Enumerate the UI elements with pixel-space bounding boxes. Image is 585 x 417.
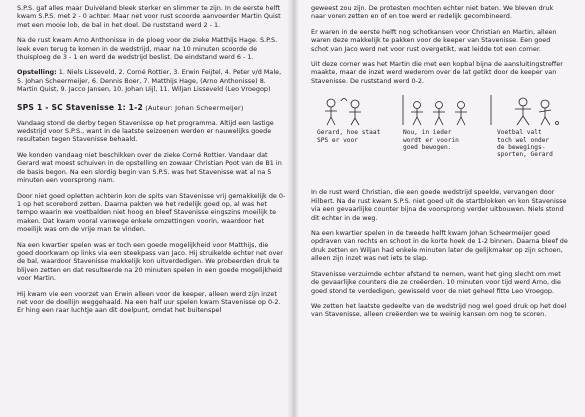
cartoon-caption-2: Nou, in ieder wordt er voorin goed bewogen.: [403, 129, 459, 151]
match-heading-title: SPS 1 - SC Stavenisse 1: 1-2: [17, 102, 144, 112]
cartoon-caption-1: Gerard, hoe staat SPS er voor: [317, 129, 381, 144]
cartoon-gerard-icon: [311, 93, 393, 127]
match-report-paragraph: We konden vandaag niet beschikken over de zieke Corné Rottier. Vandaar dat Gerard wat moest schuiven in de opstelling en zowaar Christian Poot van de B1 in de basis begon. Na een slordig begin van S.P.S. was het Stavenisse wat al na 5 minuten een voorsprong nam.: [17, 150, 282, 185]
match-report-paragraph: In de rust werd Christian, die een goede wedstrijd speelde, vervangen door Hilbert. Na de rust kwam S.P.S. niet goed uit de startblokken en kon Stavenisse via een gevaarlijke counter bijna de voorsprong verder uitbouwen. Niels stond dit echter in de weg.: [311, 188, 567, 222]
match-report-paragraph: Uit deze corner was het Martin die met een kopbal bijna de aansluitingstreffer maakte, maar de inzet werd wederom over de lat getikt door de keeper van Stavenisse. De ruststand werd 0-2.: [311, 60, 563, 85]
match-report-paragraph: S.P.S. gaf alles maar Duiveland bleek sterker en slimmer te zijn. In de eerste helft kwam S.P.S. met 2 - 0 achter. Maar net voor rust scoorde aanvoerder Martin Quist met een mooie lob, de bal in het doel. De ruststand werd 2 - 1.: [17, 4, 281, 29]
left-page: [0, 0, 292, 417]
cartoon-caption-3: Voetbal valt toch wel onder de bewegings- sporten, Gerard: [497, 129, 553, 159]
cartoon-panel-2: [399, 93, 481, 158]
cartoon-panel-1: [311, 93, 393, 158]
match-report-paragraph: Na een kwartier spelen was er toch een goede mogelijkheid voor Matthijs, die goed doorkwam op links via een steekpass van Jaco. Hij struikelde echter net over de bal, waardoor Stavenisse makkelijk kon uitverdedigen. We probeerden druk te blijven zetten en dat resulteerde na 20 minuten spelen in een goede mogelijkheid voor Martin.: [17, 240, 283, 283]
lineup-label: Opstelling:: [17, 68, 57, 77]
cartoon-spacer: [311, 164, 569, 188]
match-heading: [17, 103, 286, 112]
right-page: [292, 0, 585, 417]
match-report-paragraph: Stavenisse verzuimde echter afstand te nemen, want het ging slecht om met de gevaarlijke counters die ze creëerden. 10 minuten voor tijd werd Arno, die goed stond te verdedigen, gewisseld voor de niet geheel fitte Leo Vroegop.: [311, 269, 561, 295]
lineup-paragraph: [17, 68, 286, 93]
cartoon-players-icon: [399, 93, 481, 127]
match-report-paragraph: geweest zou zijn. De protesten mochten echter niet baten. We bleven druk naar voren zetten en of en toe werd er redelijk gecombineerd.: [311, 4, 554, 21]
match-report-paragraph: Door niet goed opletten achterin kon de spits van Stavenisse vrij gemakkelijk de 0-1 op het scorebord zetten. Daarna pakten we het redelijk goed op, al was het tempo waarin we voetbalden niet hoog en bleef Stavenisse eingszins moeilijk te maken. Dat kwam vooral vanwege enkele omzettingen voorin, waardoor het moeilijk was om de vrije man te vinden.: [17, 191, 286, 234]
book-spine: [287, 0, 299, 417]
lineup-text: 1. Niels Lisseveld, 2. Corné Rottier, 3. Erwin Feijtel, 4. Peter v/d Male, 5. Johan Scheermeijer, 6. Dennis Boer, 7. Matthijs Hage, (Arno Anthonisse) 8. Martin Quist, 9. Jacco Jansen, 10. Johan Uijl, 11. Wiljan Lisseveld (Leo Vroegop): [17, 68, 282, 94]
match-report-paragraph: Na de rust kwam Arno Anthonisse in de ploeg voor de zieke Matthijs Hage. S.P.S. leek even terug te komen in de wedstrijd, maar na 10 minuten scoorde de thuisploeg de 3 - 1 en werd de wedstrijd beslist. De eindstand werd 6 - 1.: [17, 36, 278, 62]
cartoon-strip: [311, 93, 569, 158]
match-report-paragraph: Vandaag stond de derby tegen Stavenisse op het programma. Altijd een lastige wedstrijd voor S.P.S., want in de laatste seizoenen werden er nauwelijks goede resultaten tegen Stavenisse behaald.: [17, 118, 274, 144]
match-report-paragraph: Na een kwartier spelen in de tweede helft kwam Johan Scheermeijer goed opdraven van rechts en schoot in de korte hoek de 1-2 binnen. Daarna bleef de druk zetten en Wiljan had enkele minuten later de gelijkmaker op zijn schoen, alleen zijn inzet was net iets te slap.: [311, 229, 568, 263]
cartoon-running-icon: [487, 93, 569, 127]
match-report-paragraph: We zetten het laatste gedeelte van de wedstrijd nog wel goed druk op het doel van Stavenisse, alleen creëerden we te weinig kansen om nog te scoren.: [311, 301, 567, 319]
cartoon-panel-3: [487, 93, 569, 158]
match-report-paragraph: Er waren in de eerste helft nog schotkansen voor Christian en Martin, alleen waren deze makkelijk te pakken voor de keeper van Stavenisse. Een goed schot van Jaco werd net voor rust overgetikt, wat leidde tot een corner.: [311, 27, 557, 53]
match-heading-author: (Auteur: Johan Scheermeijer): [143, 103, 244, 112]
match-report-paragraph: Hij kwam vie een voorzet van Erwin alleen voor de keeper, alleen werd zijn inzet net voor de doellijn weggehaald. Na een half uur spelen kwam Stavenisse op 0-2. Er hing een raar luchtje aan dit doelpunt, omdat het buitenspel: [17, 289, 281, 315]
